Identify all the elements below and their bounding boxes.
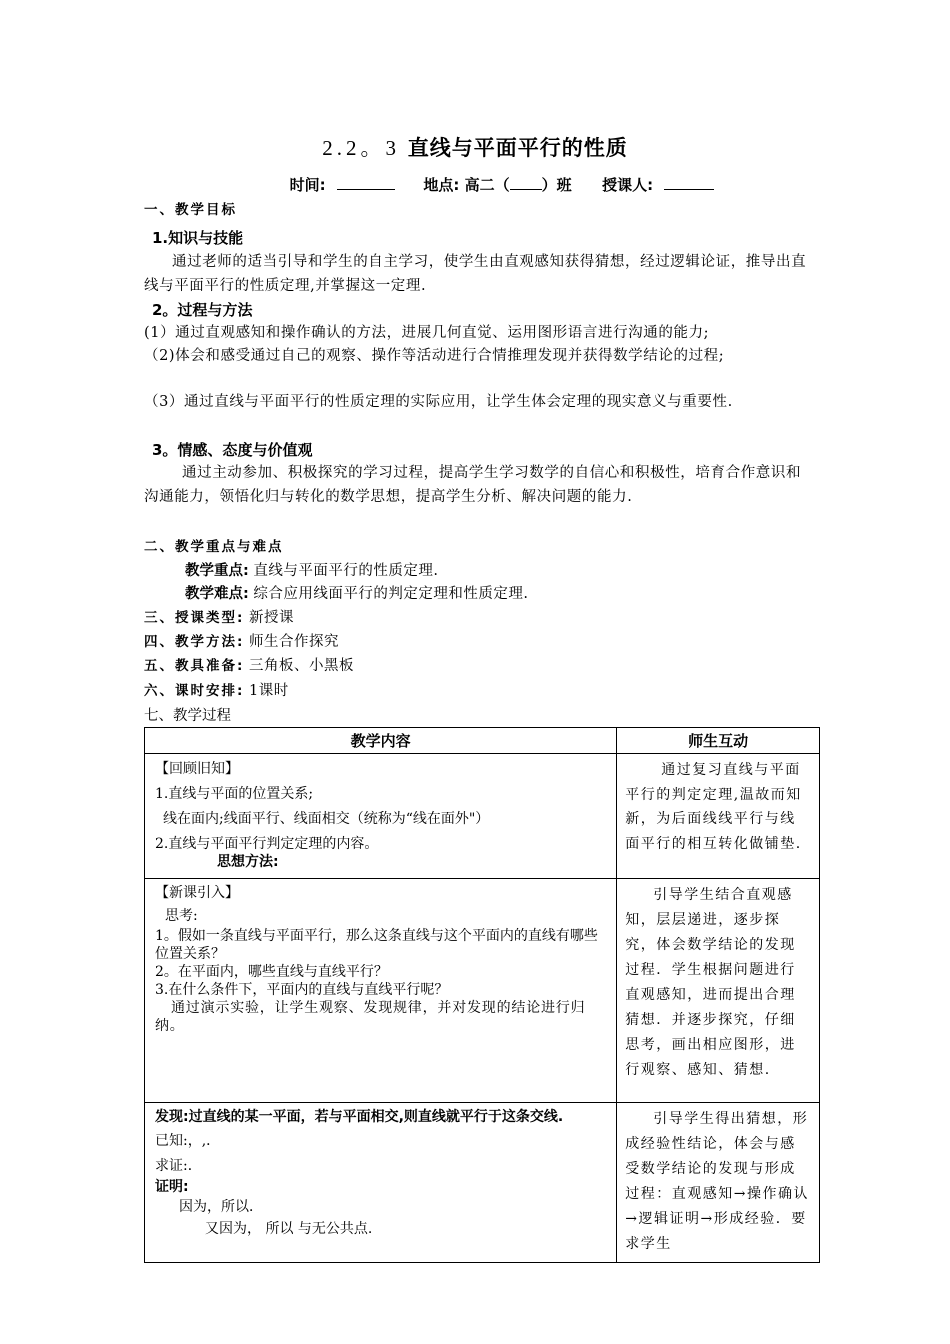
section-6-value: 1课时 [249,683,289,699]
intro-question-2: 2。在平面内，哪些直线与直线平行？ [155,964,388,980]
intro-cell [145,879,617,1103]
section-4-value: 师生合作探究 [249,634,340,650]
intro-think: 思考: [165,908,198,924]
proof-line-1: 因为，所以． [179,1199,263,1215]
process-item-3: （3）通过直线与平面平行的性质定理的实际应用，让学生体会定理的现实意义与重要性. [144,394,733,410]
teacher-label: 授课人: [602,176,654,194]
review-title: 【回顾旧知】 [155,761,239,777]
title-text: 直线与平面平行的性质 [407,136,628,160]
table-row [145,754,820,879]
prove-line: 求证:． [155,1158,202,1174]
intro-note: 通过演示实验，让学生观察、发现规律，并对发现的结论进行归纳。 [155,1000,586,1034]
section-6-label: 六、课时安排: [144,683,245,699]
page-title [0,132,950,162]
process-heading: 2。过程与方法 [152,301,253,319]
review-interaction-text: 通过复习直线与平面平行的判定定理,温故而知新，为后面线线平行与线面平行的相互转化做铺垫. [625,762,802,852]
section-6 [144,679,289,700]
emotion-heading: 3。情感、态度与价值观 [152,441,313,459]
header-interaction: 师生互动 [617,728,820,754]
section-5-value: 三角板、小黑板 [249,658,355,674]
difficult-point-label: 教学难点: [185,586,249,602]
section-2-heading: 二、教学重点与难点 [144,539,284,555]
process-item-1: (1）通过直观感知和操作确认的方法，进展几何直觉、运用图形语言进行沟通的能力; [144,325,710,341]
table-header-row [145,728,820,754]
intro-interaction-text: 引导学生结合直观感知，层层递进，逐步探究，体会数学结论的发现过程．学生根据问题进行直观感知，进而提出合理猜想．并逐步探究，仔细思考，画出相应图形，进行观察、感知、猜想. [625,887,796,1078]
table-row [145,879,820,1103]
known-line: 已知:，,． [155,1133,221,1149]
knowledge-text: 通过老师的适当引导和学生的自主学习，使学生由直观感知获得猜想，经过逻辑论证，推导出直线与平面平行的性质定理,并掌握这一定理. [144,254,807,294]
section-5 [144,654,354,675]
emotion-text: 通过主动参加、积极探究的学习过程，提高学生学习数学的自信心和积极性，培育合作意识和沟通能力，领悟化归与转化的数学思想，提高学生分析、解决问题的能力. [144,465,802,505]
process-item-2: （2)体会和感受通过自己的观察、操作等活动进行合情推理发现并获得数学结论的过程; [144,348,725,364]
place-suffix: ）班 [541,176,572,194]
review-line-2: 线在面内;线面平行、线面相交（统称为“线在面外"） [163,811,490,827]
section-4-label: 四、教学方法: [144,634,245,650]
review-method: 思想方法: [217,854,279,870]
time-blank [337,175,395,190]
process-table [144,727,820,1263]
intro-interaction-cell [617,879,820,1103]
title-number: 2.2。3 [322,136,401,160]
intro-title: 【新课引入】 [155,885,239,901]
proof-line-2: 又因为， 所以 与无公共点. [205,1221,373,1237]
section-7-heading: 七、教学过程 [144,708,231,724]
key-point-value: 直线与平面平行的性质定理. [253,563,439,579]
section-3-label: 三、授课类型: [144,610,245,626]
section-4 [144,630,339,651]
section-3 [144,606,294,627]
review-line-1: 1.直线与平面的位置关系; [155,786,314,802]
meta-line [0,174,950,195]
table-row [145,1103,820,1263]
discovery-interaction-cell [617,1103,820,1263]
header-content: 教学内容 [145,728,617,754]
review-cell [145,754,617,879]
place-label: 地点: [423,176,460,194]
place-prefix: 高二（ [464,176,510,194]
intro-question-1: 1。假如一条直线与平面平行，那么这条直线与这个平面内的直线有哪些位置关系？ [155,928,598,962]
difficult-point-row [185,582,529,603]
section-3-value: 新授课 [249,610,295,626]
section-5-label: 五、教具准备: [144,658,245,674]
discovery-text: 发现:过直线的某一平面，若与平面相交,则直线就平行于这条交线. [155,1109,564,1125]
discovery-cell [145,1103,617,1263]
knowledge-heading: 1.知识与技能 [152,229,244,247]
intro-question-3: 3.在什么条件下，平面内的直线与直线平行呢？ [155,982,449,998]
key-point-row [185,559,439,580]
key-point-label: 教学重点: [185,563,249,579]
discovery-interaction-text: 引导学生得出猜想，形成经验性结论，体会与感受数学结论的发现与形成过程：直观感知→操作确认→逻辑证明→形成经验．要求学生 [625,1111,809,1252]
proof-label: 证明: [155,1179,189,1195]
time-label: 时间: [289,176,326,194]
review-line-3: 2.直线与平面平行判定定理的内容。 [155,836,379,852]
teacher-blank [664,175,714,190]
section-1-heading: 一、教学目标 [144,202,237,218]
class-blank [510,175,542,190]
review-interaction-cell [617,754,820,879]
difficult-point-value: 综合应用线面平行的判定定理和性质定理. [253,586,529,602]
